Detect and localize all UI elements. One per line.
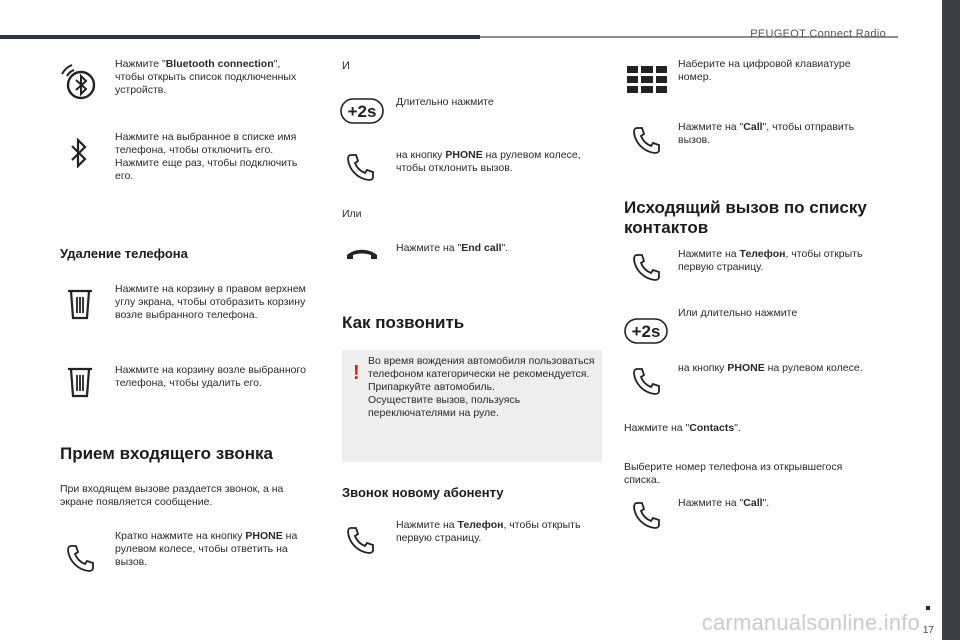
call-final-text: Нажмите на "Call". xyxy=(678,497,770,509)
contacts-call-heading: Исходящий вызов по списку контактов xyxy=(624,198,867,237)
and-text: И xyxy=(342,60,350,72)
incoming-intro-text: При входящем вызове раздается звонок, а на экране появляется сообщение. xyxy=(60,483,284,508)
keypad-icon xyxy=(627,66,667,94)
svg-text:+2s: +2s xyxy=(631,322,661,341)
delete-phone-heading: Удаление телефона xyxy=(60,246,188,261)
dial-text: Наберите на цифровой клавиатуре номер. xyxy=(678,58,851,83)
phone-handset-icon-2 xyxy=(346,152,376,182)
how-to-call-heading: Как позвонить xyxy=(342,313,465,332)
choose-number-text: Выберите номер телефона из открывшегося списка. xyxy=(624,461,843,486)
reject-text: на кнопку PHONE на рулевом колесе, чтобы отклонить вызов. xyxy=(396,149,581,174)
bluetooth-search-icon xyxy=(58,62,100,102)
page-edge-strip xyxy=(942,0,960,640)
or-text: Или xyxy=(342,208,362,220)
steering-text: на кнопку PHONE на рулевом колесе. xyxy=(678,362,863,374)
bt-toggle-text: Нажмите на выбранное в списке имя телефона, чтобы отключить его. Нажмите еще раз, чтобы подключить его. xyxy=(115,131,298,182)
header-title: PEUGEOT Connect Radio xyxy=(750,28,886,40)
phone-handset-icon-3 xyxy=(346,525,376,555)
or-long-press-text: Или длительно нажмите xyxy=(678,307,798,319)
long-press-2s-icon-2 xyxy=(624,318,668,344)
phone-open-text: Нажмите на Телефон, чтобы открыть первую страницу. xyxy=(678,248,863,273)
phone-handset-icon xyxy=(66,543,96,573)
bt-connect-text: Нажмите "Bluetooth connection", чтобы открыть список подключенных устройств. xyxy=(115,58,297,96)
delete-step-2-text: Нажмите на корзину возле выбранного телефона, чтобы удалить его. xyxy=(115,364,306,389)
page-marker xyxy=(926,606,930,610)
page-number: 17 xyxy=(922,625,934,636)
end-call-text: Нажмите на "End call". xyxy=(396,242,509,254)
phone-handset-icon-5 xyxy=(632,252,662,282)
contacts-text: Нажмите на "Contacts". xyxy=(624,422,741,434)
hang-up-icon xyxy=(345,246,379,262)
new-call-text: Нажмите на Телефон, чтобы открыть первую страницу. xyxy=(396,519,581,544)
bluetooth-icon xyxy=(70,138,88,168)
phone-handset-icon-7 xyxy=(632,500,662,530)
new-contact-heading: Звонок новому абоненту xyxy=(342,485,504,500)
phone-handset-icon-4 xyxy=(632,125,662,155)
warning-icon: ! xyxy=(353,362,360,384)
warning-text: Во время вождения автомобиля пользоваться телефоном категорически не рекомендуется. Припаркуйте автомобиль. Осуществите вызов, пользуясь переключателями на руле. xyxy=(368,355,595,419)
call-button-text: Нажмите на "Call", чтобы отправить вызов. xyxy=(678,121,855,146)
incoming-answer-text: Кратко нажмите на кнопку PHONE на рулевом колесе, чтобы ответить на вызов. xyxy=(115,530,298,568)
trash-icon xyxy=(67,288,93,320)
long-press-text: Длительно нажмите xyxy=(396,96,494,108)
phone-handset-icon-6 xyxy=(632,366,662,396)
delete-step-1-text: Нажмите на корзину в правом верхнем углу экрана, чтобы отобразить корзину возле выбранного телефона. xyxy=(115,283,306,321)
incoming-call-heading: Прием входящего звонка xyxy=(60,444,273,463)
long-press-2s-icon xyxy=(340,98,384,124)
svg-text:+2s: +2s xyxy=(347,102,377,121)
trash-icon-2 xyxy=(67,366,93,398)
top-rule xyxy=(0,35,480,39)
watermark: carmanualsonline.info xyxy=(701,610,920,635)
